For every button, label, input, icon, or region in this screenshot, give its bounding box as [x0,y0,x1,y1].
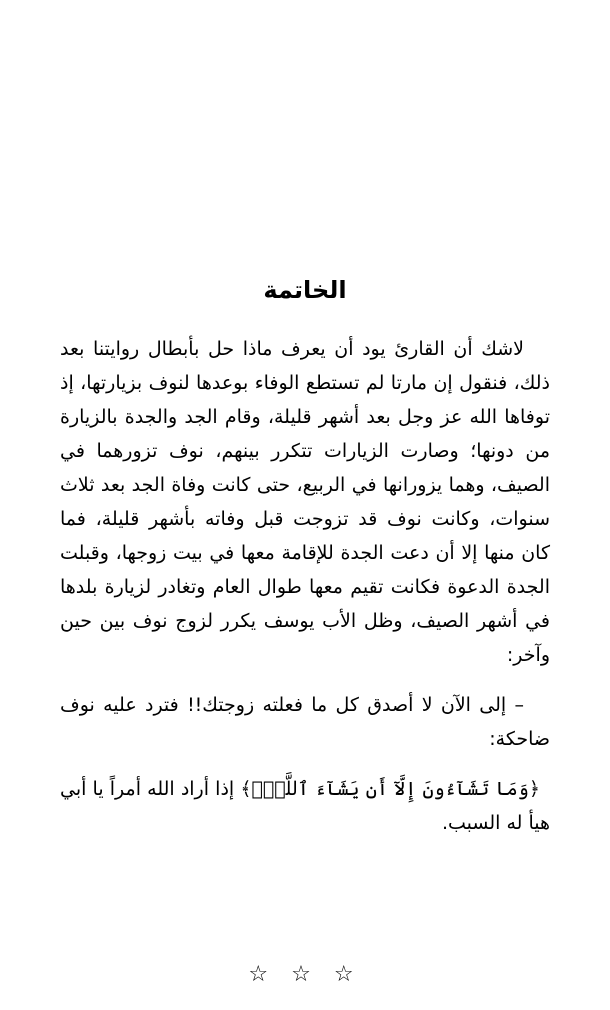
paragraph-quote [60,772,550,840]
quran-verse: ﴿وَمَا تَشَآءُونَ إِلَّآ أَن يَشَآءَ ٱللَّهُۚ﴾ [240,778,540,800]
chapter-title: الخاتمة [263,276,347,304]
chapter-body [60,332,550,840]
paragraph-dialogue: – إلى الآن لا أصدق كل ما فعلته زوجتك!! فترد عليه نوف ضاحكة: [60,694,550,750]
paragraph-narrative: لاشك أن القارئ يود أن يعرف ماذا حل بأبطال روايتنا بعد ذلك، فنقول إن مارتا لم تستطع الوفاء بوعدها لنوف بزيارتها، إذ توفاها الله عز وجل بعد أشهر قليلة، وقام الجد والجدة بالزيارة من دونها؛ وصارت الزيارات تتكرر بينهم، نوف تزورهما في الصيف، وهما يزورانها في الربيع، حتى كانت وفاة الجد بعد ثلاث سنوات، وكانت نوف قد تزوجت قبل وفاته بأشهر قليلة، فما كان منها إلا أن دعت الجدة للإقامة معها في بيت زوجها، وقبلت الجدة الدعوة فكانت تقيم معها طوال العام وتغادر لزيارة بلدها في أشهر الصيف، وظل الأب يوسف يكرر لزوج نوف بين حين وآخر: [60,338,550,666]
quote-continuation: إذا أراد الله أمراً يا أبي هيأ له السبب. [60,778,550,834]
section-separator-stars: ☆ ☆ ☆ [248,962,362,987]
